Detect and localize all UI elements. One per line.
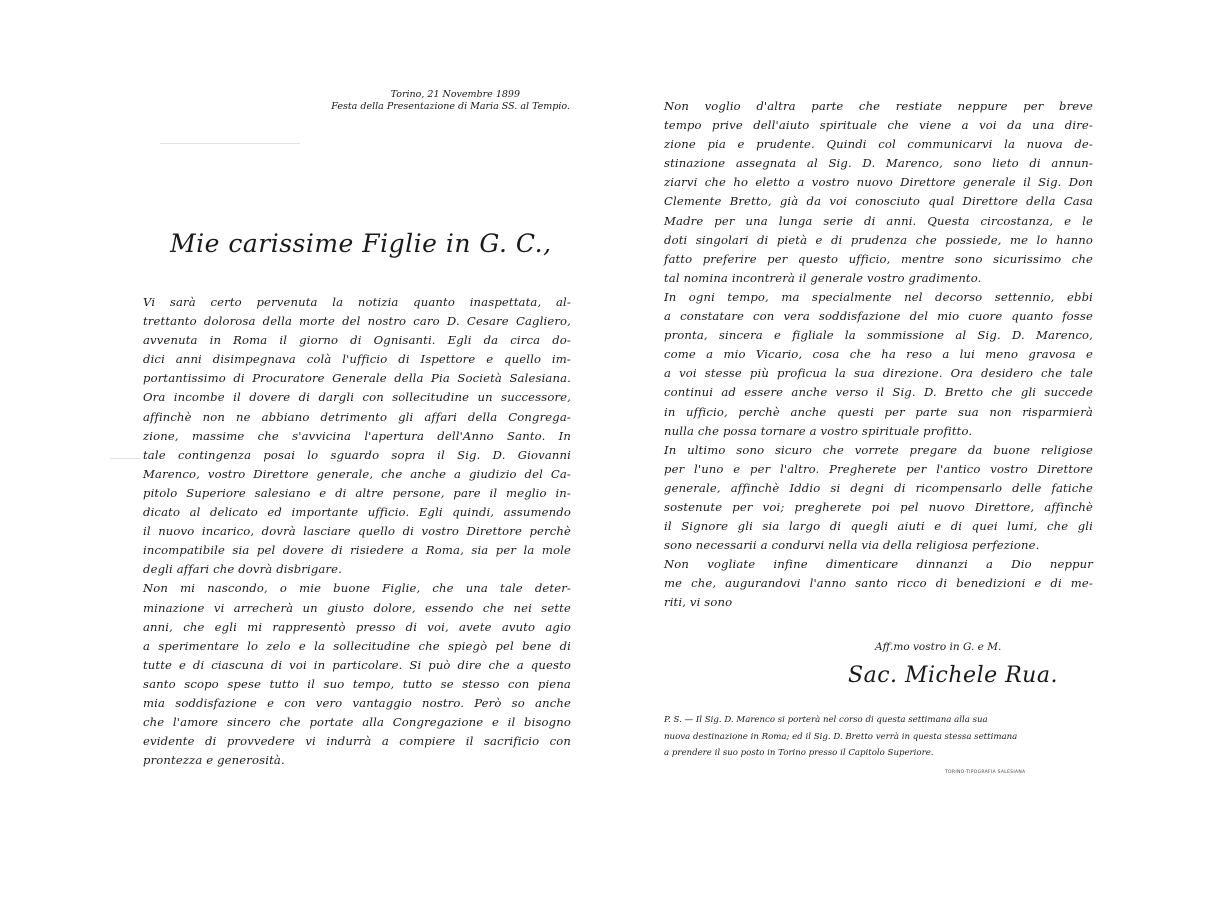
body-line: nulla che possa tornare a vostro spirituale profitto.	[664, 423, 973, 438]
body-line: fatto preferire per questo ufficio, mentre sono sicurissimo che	[664, 251, 1093, 266]
dateline-feast: Festa della Presentazione di Maria SS. al Tempio.	[331, 101, 570, 112]
left-page	[0, 0, 614, 900]
body-line: generale, affinchè Iddio si degni di ricompensarlo delle fatiche	[664, 480, 1093, 495]
body-line: Non vogliate infine dimenticare dinnanzi a Dio neppur	[664, 557, 1093, 572]
body-line: trettanto dolorosa della morte del nostro caro D. Cesare Cagliero,	[143, 314, 571, 329]
body-line: tale contingenza posai lo sguardo sopra il Sig. D. Giovanni	[143, 447, 571, 462]
body-line: Madre per una lunga serie di anni. Questa circostanza, e le	[664, 213, 1093, 228]
body-line: come a mio Vicario, cosa che ha reso a lui meno gravosa e	[664, 347, 1093, 362]
body-line: evidente di provvedere vi indurrà a compiere il sacrificio con	[143, 734, 571, 749]
body-line: pitolo Superiore salesiano e di altre persone, pare il meglio in-	[143, 485, 571, 500]
body-line: Marenco, vostro Direttore generale, che anche a giudizio del Ca-	[143, 466, 571, 481]
body-line: ziarvi che ho eletto a vostro nuovo Direttore generale il Sig. Don	[664, 175, 1093, 190]
body-line: pronta, sincera e figliale la sommissione al Sig. D. Marenco,	[664, 328, 1093, 343]
body-line: In ultimo sono sicuro che vorrete pregare da buone religiose	[664, 442, 1093, 457]
body-line: il nuovo incarico, dovrà lasciare quello di vostro Direttore perchè	[143, 524, 571, 539]
body-line: In ogni tempo, ma specialmente nel decorso settennio, ebbi	[664, 289, 1093, 304]
dateline	[150, 89, 570, 113]
body-line: a voi stesse più proficua la sua direzione. Ora desidero che tale	[664, 366, 1093, 381]
postscript	[664, 712, 1094, 762]
scan-artifact	[160, 143, 300, 144]
body-line: avvenuta in Roma il giorno di Ognisanti. Egli da circa do-	[143, 333, 571, 348]
body-line: per l'uno e per l'altro. Pregherete per l'antico vostro Direttore	[664, 461, 1093, 476]
body-line: stinazione assegnata al Sig. D. Marenco, sono lieto di annun-	[664, 156, 1093, 171]
body-line: il Signore gli sia largo di quegli aiuti e di quei lumi, che gli	[664, 519, 1093, 534]
body-line: tempo prive dell'aiuto spirituale che viene a voi da una dire-	[664, 118, 1093, 133]
body-line: incompatibile sia pel dovere di risiedere a Roma, sia per la mole	[143, 543, 571, 558]
body-line: prontezza e generosità.	[143, 753, 285, 768]
postscript-line: a prendere il suo posto in Torino presso il Capitolo Superiore.	[664, 748, 934, 758]
postscript-line: P. S. — Il Sig. D. Marenco si porterà nel corso di questa settimana alla sua	[664, 715, 988, 725]
body-line: tutte e di ciascuna di voi in particolare. Si può dire che a questo	[143, 657, 571, 672]
body-line: zione, massime che s'avvicina l'apertura dell'Anno Santo. In	[143, 428, 571, 443]
body-line: zione pia e prudente. Quindi col communicarvi la nuova de-	[664, 137, 1093, 152]
body-line: minazione vi arrecherà un giusto dolore, essendo che nei sette	[143, 600, 571, 615]
body-line: che l'amore sincero che portate alla Congregazione e il bisogno	[143, 715, 571, 730]
body-line: degli affari che dovrà disbrigare.	[143, 562, 343, 577]
body-line: doti singolari di pietà e di prudenza che possiede, me lo hanno	[664, 232, 1093, 247]
body-line: Non voglio d'altra parte che restiate neppure per breve	[664, 99, 1093, 113]
body-line: a constatare con vera soddisfazione del mio cuore quanto fosse	[664, 309, 1093, 324]
signoff: Aff.mo vostro in G. e M.	[875, 641, 1002, 653]
postscript-line: nuova destinazione in Roma; ed il Sig. D. Bretto verrà in questa stessa settimana	[664, 731, 1018, 742]
body-line: mia soddisfazione e con vero vantaggio nostro. Però so anche	[143, 695, 571, 710]
right-body-text	[664, 97, 1093, 613]
body-line: a sperimentare lo zelo e la sollecitudine che spiegò pel bene di	[143, 638, 571, 653]
body-line: affinchè non ne abbiano detrimento gli affari della Congrega-	[143, 409, 571, 424]
body-line: portantissimo di Procuratore Generale della Pia Società Salesiana.	[143, 371, 571, 386]
body-line: dici anni disimpegnava colà l'ufficio di Ispettore e quello im-	[143, 352, 571, 367]
body-line: Ora incombe il dovere di dargli con sollecitudine un successore,	[143, 390, 571, 405]
body-line: me che, augurandovi l'anno santo ricco di benedizioni e di me-	[664, 576, 1093, 591]
body-line: Clemente Bretto, già da voi conosciuto qual Direttore della Casa	[664, 194, 1093, 209]
dateline-place-date: Torino, 21 Novembre 1899	[390, 89, 520, 100]
body-line: anni, che egli mi rappresentò presso di voi, avete avuto agio	[143, 619, 571, 634]
body-line: sono necessarii a condurvi nella via della religiosa perfezione.	[664, 538, 1040, 553]
salutation: Mie carissime Figlie in G. C.,	[170, 229, 552, 258]
scan-artifact	[110, 458, 140, 459]
body-line: sostenute per voi; pregherete poi pel nuovo Direttore, affinchè	[664, 499, 1093, 514]
body-line: riti, vi sono	[664, 595, 733, 610]
body-line: Non mi nascondo, o mie buone Figlie, che una tale deter-	[143, 581, 571, 596]
signature: Sac. Michele Rua.	[848, 663, 1058, 688]
body-line: Vi sarà certo pervenuta la notizia quanto inaspettata, al-	[143, 295, 571, 309]
printer-mark: TORINO-TIPOGRAFIA SALESIANA	[945, 770, 1026, 775]
body-line: in ufficio, perchè anche questi per parte sua non risparmierà	[664, 404, 1093, 419]
left-body-text	[143, 293, 571, 770]
body-line: continui ad essere anche verso il Sig. D. Bretto che gli succede	[664, 385, 1093, 400]
body-line: santo scopo spese tutto il suo tempo, tutto se stesso con piena	[143, 676, 571, 691]
body-line: dicato al delicato ed importante ufficio. Egli quindi, assumendo	[143, 505, 571, 520]
body-line: tal nomina incontrerà il generale vostro gradimento.	[664, 270, 982, 285]
